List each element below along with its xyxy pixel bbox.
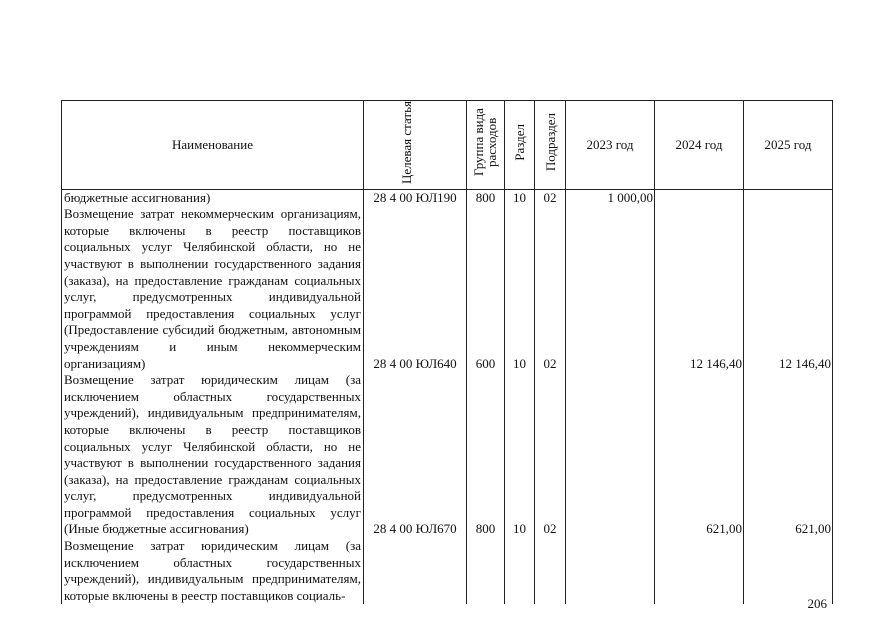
row-2024: 12 146,40 xyxy=(655,206,744,372)
header-2023: 2023 год xyxy=(566,101,655,190)
table-row xyxy=(62,206,833,372)
row-section: 10 xyxy=(505,189,535,206)
row-2023 xyxy=(566,538,655,604)
row-target: 28 4 00 ЮЛ670 xyxy=(364,372,467,538)
row-subsection: 02 xyxy=(535,372,566,538)
row-subsection: 02 xyxy=(535,189,566,206)
row-group: 800 xyxy=(467,372,505,538)
header-2024: 2024 год xyxy=(655,101,744,190)
row-group xyxy=(467,538,505,604)
header-row xyxy=(62,101,833,190)
row-2025: 12 146,40 xyxy=(744,206,833,372)
row-2025: 621,00 xyxy=(744,372,833,538)
row-subsection xyxy=(535,538,566,604)
table-row xyxy=(62,538,833,604)
row-2023: 1 000,00 xyxy=(566,189,655,206)
header-expense-group: Группа вида расходов xyxy=(467,101,505,190)
header-name: Наименование xyxy=(62,101,364,190)
header-2025: 2025 год xyxy=(744,101,833,190)
row-2024: 621,00 xyxy=(655,372,744,538)
header-subsection: Подраздел xyxy=(535,101,566,190)
header-section: Раздел xyxy=(505,101,535,190)
budget-table xyxy=(61,100,833,604)
row-section: 10 xyxy=(505,372,535,538)
row-group: 600 xyxy=(467,206,505,372)
row-section: 10 xyxy=(505,206,535,372)
table-row xyxy=(62,189,833,206)
row-target: 28 4 00 ЮЛ640 xyxy=(364,206,467,372)
row-subsection: 02 xyxy=(535,206,566,372)
row-group: 800 xyxy=(467,189,505,206)
row-section xyxy=(505,538,535,604)
page-number: 206 xyxy=(807,596,827,611)
table-row xyxy=(62,372,833,538)
row-name: Возмещение затрат некоммерческим организациям, которые включены в реестр поставщиков социальных услуг Челябинской области, но не участвуют в выполнении государственного задания (заказа), на предоставление гражданам социальных услуг, предусмотренных индивидуальной программой предоставления социальных услуг (Предоставление субсидий бюджетным, автономным учреждениям и иным некоммерческим организациям) xyxy=(62,206,364,372)
row-2023 xyxy=(566,372,655,538)
row-name: Возмещение затрат юридическим лицам (за исключением областных государственных учреждений), индивидуальным предпринимателям, которые включены в реестр поставщиков социаль- xyxy=(62,538,364,604)
row-2025 xyxy=(744,538,833,604)
row-target xyxy=(364,538,467,604)
row-2023 xyxy=(566,206,655,372)
row-2024 xyxy=(655,538,744,604)
row-2025 xyxy=(744,189,833,206)
row-2024 xyxy=(655,189,744,206)
row-name: Возмещение затрат юридическим лицам (за исключением областных государственных учреждений), индивидуальным предпринимателям, которые включены в реестр поставщиков социальных услуг Челябинской области, но не участвуют в выполнении государственного задания (заказа), на предоставление гражданам социальных услуг, предусмотренных индивидуальной программой предоставления социальных услуг (Иные бюджетные ассигнования) xyxy=(62,372,364,538)
row-name: бюджетные ассигнования) xyxy=(62,189,364,206)
row-target: 28 4 00 ЮЛ190 xyxy=(364,189,467,206)
header-target-article: Целевая статья xyxy=(364,101,467,190)
